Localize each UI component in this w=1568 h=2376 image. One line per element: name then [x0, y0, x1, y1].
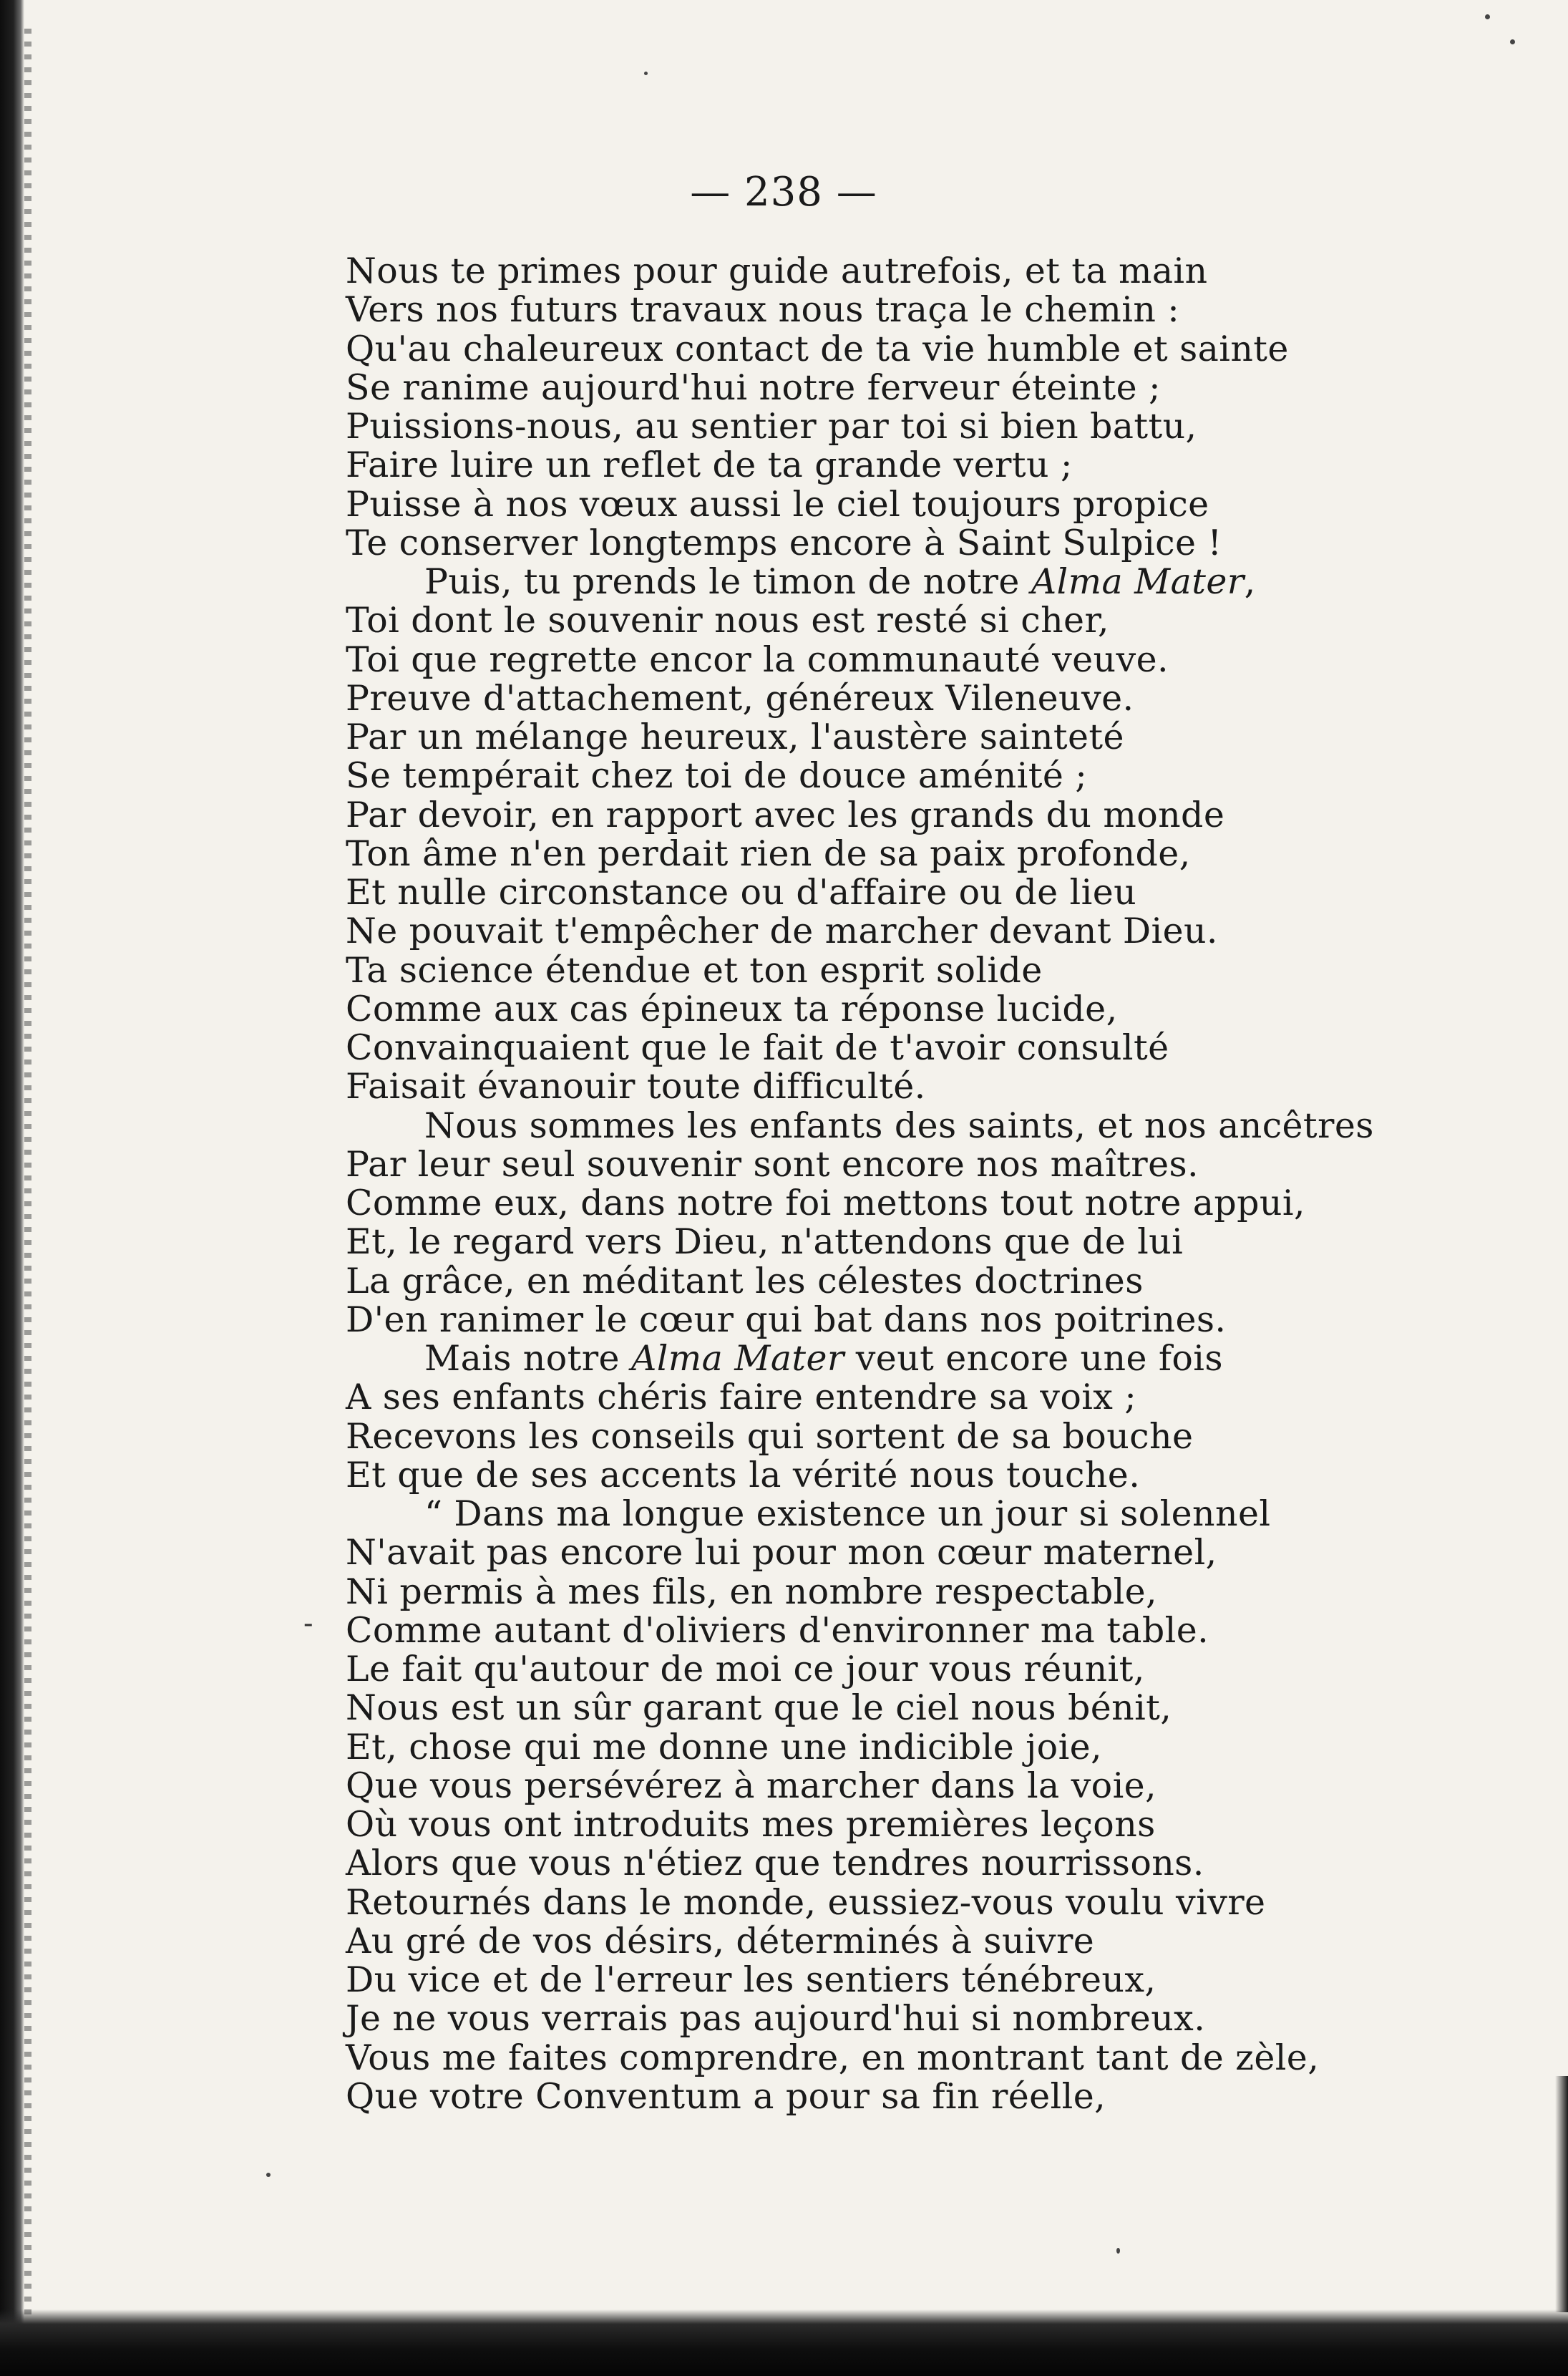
- poem-line: Mais notre Alma Mater veut encore une fois: [424, 1338, 1223, 1379]
- poem-line: Se tempérait chez toi de douce aménité ;: [346, 755, 1088, 797]
- poem-line: Puisse à nos vœux aussi le ciel toujours propice: [346, 483, 1209, 525]
- poem-line: A ses enfants chéris faire entendre sa voix ;: [346, 1377, 1137, 1418]
- poem-line: N'avait pas encore lui pour mon cœur maternel,: [346, 1532, 1217, 1574]
- poem-line: Comme aux cas épineux ta réponse lucide,: [346, 988, 1118, 1029]
- poem-line: Je ne vous verrais pas aujourd'hui si nombreux.: [346, 1998, 1206, 2040]
- page-edge-shadow-right: [1555, 2076, 1568, 2312]
- poem-line: Nous est un sûr garant que le ciel nous bénit,: [346, 1687, 1172, 1729]
- poem-line: Vers nos futurs travaux nous traça le chemin :: [346, 289, 1180, 331]
- poem-line: Par un mélange heureux, l'austère sainteté: [346, 717, 1124, 757]
- poem-line: Toi que regrette encor la communauté veuve.: [346, 639, 1169, 680]
- poem-line: Et, le regard vers Dieu, n'attendons que de lui: [346, 1221, 1184, 1263]
- binding-shadow-left: [0, 0, 24, 2376]
- poem-line: D'en ranimer le cœur qui bat dans nos poitrines.: [346, 1299, 1227, 1340]
- poem-line: Convainquaient que le fait de t'avoir consulté: [346, 1027, 1169, 1068]
- italic-phrase: Alma Mater: [630, 1338, 844, 1379]
- poem-line: Le fait qu'autour de moi ce jour vous réunit,: [346, 1649, 1145, 1689]
- poem-line: La grâce, en méditant les célestes doctrines: [346, 1260, 1144, 1301]
- poem-line: Ton âme n'en perdait rien de sa paix profonde,: [346, 833, 1191, 874]
- binding-stitch-marks: [24, 29, 31, 2319]
- poem-line: Comme eux, dans notre foi mettons tout notre appui,: [346, 1183, 1305, 1223]
- poem-line: Comme autant d'oliviers d'environner ma table.: [346, 1609, 1209, 1651]
- page-number: — 238 —: [690, 169, 877, 215]
- poem-line: Retournés dans le monde, eussiez-vous voulu vivre: [346, 1881, 1266, 1923]
- poem-line: Toi dont le souvenir nous est resté si cher,: [346, 600, 1109, 641]
- poem-line: Alors que vous n'étiez que tendres nourrissons.: [346, 1843, 1204, 1884]
- poem-line: Au gré de vos désirs, déterminés à suivre: [346, 1920, 1095, 1962]
- poem-line: Où vous ont introduits mes premières leçons: [346, 1804, 1156, 1845]
- poem-line: Se ranime aujourd'hui notre ferveur éteinte ;: [346, 367, 1161, 408]
- poem-line: Faire luire un reflet de ta grande vertu ;: [346, 445, 1073, 486]
- poem-line: Te conserver longtemps encore à Saint Sulpice !: [346, 522, 1222, 563]
- poem-line: Qu'au chaleureux contact de ta vie humble et sainte: [346, 328, 1289, 369]
- margin-mark: -: [303, 1607, 313, 1640]
- poem-line: Par devoir, en rapport avec les grands du monde: [346, 794, 1225, 835]
- scan-speck: [1116, 2248, 1120, 2254]
- poem-line: Et que de ses accents la vérité nous touche.: [346, 1454, 1141, 1495]
- scan-speck: [644, 72, 648, 75]
- poem-line: Puissions-nous, au sentier par toi si bien battu,: [346, 406, 1197, 447]
- poem-body: [346, 252, 1526, 2116]
- page-edge-shadow-bottom: [0, 2309, 1568, 2376]
- poem-line: Preuve d'attachement, généreux Vileneuve.: [346, 677, 1134, 719]
- poem-line: Ne pouvait t'empêcher de marcher devant Dieu.: [346, 911, 1218, 952]
- poem-line: “ Dans ma longue existence un jour si solennel: [424, 1493, 1271, 1534]
- poem-line: Par leur seul souvenir sont encore nos maîtres.: [346, 1143, 1199, 1185]
- scan-speck: [1510, 39, 1515, 44]
- poem-line: Puis, tu prends le timon de notre Alma Mater,: [424, 561, 1256, 602]
- poem-line: Nous te primes pour guide autrefois, et ta main: [346, 251, 1208, 291]
- italic-phrase: Alma Mater: [1031, 561, 1245, 602]
- scan-speck: [266, 2173, 271, 2177]
- poem-line: Ta science étendue et ton esprit solide: [346, 949, 1043, 991]
- poem-line: Du vice et de l'erreur les sentiers ténébreux,: [346, 1959, 1156, 2000]
- poem-line: Vous me faites comprendre, en montrant tant de zèle,: [346, 2037, 1320, 2078]
- scan-speck: [1485, 14, 1490, 19]
- poem-line: Et nulle circonstance ou d'affaire ou de lieu: [346, 872, 1137, 913]
- poem-line: Et, chose qui me donne une indicible joie,: [346, 1726, 1103, 1768]
- poem-line: Recevons les conseils qui sortent de sa bouche: [346, 1415, 1194, 1457]
- poem-line: Faisait évanouir toute difficulté.: [346, 1066, 926, 1107]
- poem-line: Ni permis à mes fils, en nombre respectable,: [346, 1571, 1158, 1612]
- poem-line: Que vous persévérez à marcher dans la voie,: [346, 1765, 1157, 1806]
- poem-line: Nous sommes les enfants des saints, et nos ancêtres: [424, 1105, 1374, 1146]
- poem-line: Que votre Conventum a pour sa fin réelle,: [346, 2075, 1106, 2117]
